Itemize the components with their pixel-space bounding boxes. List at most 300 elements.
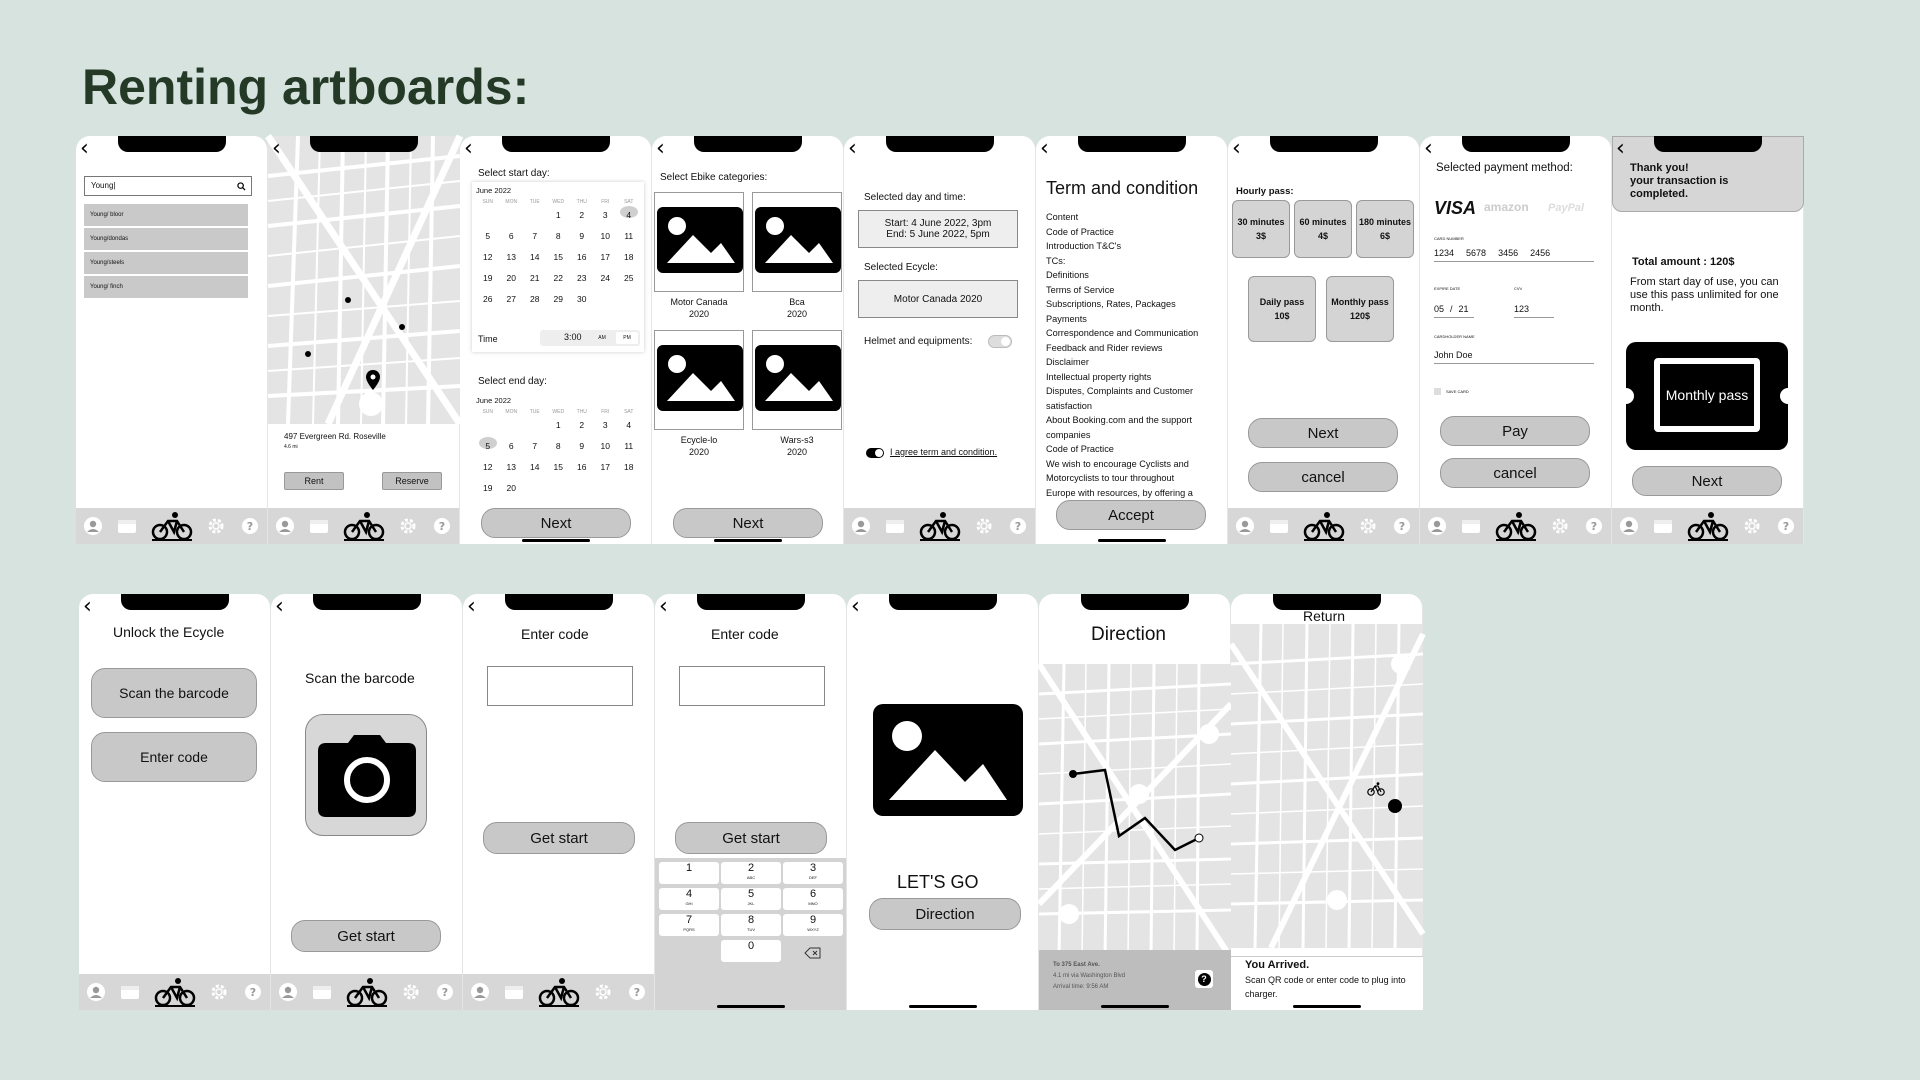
- wallet-icon[interactable]: [116, 515, 138, 537]
- page-title: Renting artboards:: [82, 59, 530, 115]
- bike-icon[interactable]: [1494, 510, 1538, 542]
- bike-icon[interactable]: [1686, 510, 1730, 542]
- tab-bar: [1228, 508, 1419, 544]
- svg-text:?: ?: [246, 520, 254, 533]
- calendar-day[interactable]: 5: [485, 231, 491, 241]
- wallet-icon[interactable]: [503, 981, 525, 1003]
- home-indicator: [717, 1005, 785, 1008]
- hourly-pass-card[interactable]: 60 minutes 4$: [1294, 200, 1352, 258]
- terms-line: Disclaimer: [1046, 357, 1089, 367]
- direction-title: Direction: [1091, 624, 1166, 645]
- pm-toggle[interactable]: PM: [616, 332, 638, 344]
- calendar-day[interactable]: 24: [600, 273, 610, 283]
- terms-line: Introduction T&C's: [1046, 241, 1122, 251]
- svg-text:?: ?: [1398, 520, 1406, 533]
- tab-bar: [271, 974, 462, 1010]
- help-icon[interactable]: ?: [1195, 970, 1213, 988]
- pay-button[interactable]: Pay: [1440, 416, 1590, 446]
- image-placeholder-icon: [755, 207, 841, 273]
- ecycle-category-name: Motor Canada 2020: [670, 297, 728, 319]
- get-start-button[interactable]: Get start: [483, 822, 635, 854]
- calendar-day[interactable]: 6: [508, 231, 514, 241]
- keypad-key[interactable]: 6 MNO: [783, 888, 843, 910]
- accept-button[interactable]: Accept: [1056, 500, 1206, 530]
- wallet-icon[interactable]: [1268, 515, 1290, 537]
- bike-icon[interactable]: [153, 976, 197, 1008]
- search-result-item[interactable]: Young/steels: [84, 252, 248, 274]
- ecycle-category-card[interactable]: [752, 192, 842, 292]
- calendar-day[interactable]: 7: [532, 231, 538, 241]
- cancel-button[interactable]: cancel: [1248, 462, 1398, 492]
- calendar-day[interactable]: 13: [506, 462, 516, 472]
- start-day-label: Select start day:: [478, 168, 550, 179]
- artboard-keypad: [655, 594, 847, 1010]
- gear-icon[interactable]: [1357, 515, 1379, 537]
- tab-bar: [463, 974, 654, 1010]
- card-number-field[interactable]: 1234 5678 3456 2456: [1434, 248, 1594, 262]
- calendar-day[interactable]: 4: [620, 206, 638, 218]
- calendar-day: [500, 419, 524, 431]
- calendar-day[interactable]: 20: [506, 483, 516, 493]
- calendar-day[interactable]: 6: [508, 441, 514, 451]
- help-icon[interactable]: [431, 515, 453, 537]
- wallet-icon[interactable]: [311, 981, 333, 1003]
- bike-icon[interactable]: [150, 510, 194, 542]
- wallet-icon[interactable]: [308, 515, 330, 537]
- calendar-day[interactable]: 12: [483, 252, 493, 262]
- weekday-label: MON: [505, 409, 518, 415]
- route-info-panel: [1039, 950, 1231, 1010]
- terms-title: Term and condition: [1046, 178, 1199, 198]
- back-chevron-icon[interactable]: ‹: [659, 594, 668, 619]
- svg-text:?: ?: [633, 986, 641, 999]
- artboard-passes: [1228, 136, 1420, 544]
- user-icon[interactable]: [850, 515, 872, 537]
- paypal-logo[interactable]: PayPal: [1548, 202, 1585, 214]
- calendar-day[interactable]: 17: [600, 252, 610, 262]
- phone-notch: [697, 594, 805, 610]
- calendar-day[interactable]: 16: [577, 252, 587, 262]
- artboard-map: [268, 136, 460, 544]
- tab-bar: [268, 508, 459, 544]
- artboard-calendar: [460, 136, 652, 544]
- artboard-categories: [652, 136, 844, 544]
- artboard-confirmation: [1612, 136, 1804, 544]
- search-result-item[interactable]: Young/dondas: [84, 228, 248, 250]
- calendar-day[interactable]: 18: [624, 462, 634, 472]
- get-start-button[interactable]: Get start: [675, 822, 827, 854]
- artboard-return: [1231, 594, 1423, 1010]
- bike-icon[interactable]: [918, 510, 962, 542]
- back-chevron-icon[interactable]: ‹: [80, 136, 89, 161]
- weekday-label: MON: [505, 199, 518, 205]
- help-icon[interactable]: [1007, 515, 1029, 537]
- search-result-item[interactable]: Young/ finch: [84, 276, 248, 298]
- phone-notch: [1654, 136, 1762, 152]
- month-label: June 2022: [476, 396, 512, 405]
- calendar-day[interactable]: 7: [532, 441, 538, 451]
- terms-content: [1046, 210, 1222, 498]
- image-placeholder-icon: [657, 345, 743, 411]
- search-icon[interactable]: [237, 182, 246, 191]
- phone-notch: [889, 594, 997, 610]
- help-icon[interactable]: [1583, 515, 1605, 537]
- help-icon[interactable]: [242, 981, 264, 1003]
- weekday-header: [476, 409, 640, 415]
- calendar-day: [523, 419, 547, 431]
- tab-bar: [1612, 508, 1803, 544]
- return-map[interactable]: [1231, 624, 1423, 948]
- ecycle-category-card[interactable]: [752, 330, 842, 430]
- artboard-payment: [1420, 136, 1612, 544]
- next-button[interactable]: Next: [1632, 466, 1782, 496]
- gear-icon[interactable]: [208, 981, 230, 1003]
- calendar-day[interactable]: 2: [579, 210, 585, 220]
- image-placeholder-icon: [755, 345, 841, 411]
- back-chevron-icon[interactable]: ‹: [275, 594, 284, 619]
- save-card-checkbox[interactable]: [1434, 388, 1441, 395]
- phone-notch: [1081, 594, 1189, 610]
- back-chevron-icon[interactable]: ‹: [656, 136, 665, 161]
- terms-line: About Booking.com and the support companies: [1046, 415, 1193, 440]
- rent-button[interactable]: Rent: [284, 472, 344, 490]
- terms-line: Disputes, Complaints and Customer satisfaction: [1046, 386, 1194, 411]
- artboard-row-1: [76, 136, 1804, 544]
- gear-icon[interactable]: [400, 981, 422, 1003]
- calendar-day[interactable]: 1: [555, 420, 561, 430]
- artboard-direction: [1039, 594, 1231, 1010]
- calendar-day[interactable]: 25: [624, 273, 634, 283]
- user-icon[interactable]: [82, 515, 104, 537]
- terms-line: Code of Practice: [1046, 444, 1114, 454]
- map-streets: [1231, 624, 1423, 948]
- svg-text:?: ?: [1590, 520, 1598, 533]
- cancel-button[interactable]: cancel: [1440, 458, 1590, 488]
- next-button[interactable]: Next: [673, 508, 823, 538]
- help-icon[interactable]: [1391, 515, 1413, 537]
- scan-title: Scan the barcode: [305, 670, 415, 686]
- end-day-label: Select end day:: [478, 376, 547, 387]
- calendar-day[interactable]: 8: [555, 441, 561, 451]
- bike-icon[interactable]: [342, 510, 386, 542]
- terms-line: We wish to encourage Cyclists and Motorcyclists to tour throughout: [1046, 458, 1189, 483]
- back-chevron-icon[interactable]: ‹: [1040, 136, 1049, 161]
- calendar-day[interactable]: 8: [555, 231, 561, 241]
- phone-notch: [694, 136, 802, 152]
- cardholder-field[interactable]: John Doe: [1434, 350, 1594, 364]
- tab-bar: [844, 508, 1035, 544]
- calendar-day[interactable]: 14: [530, 252, 540, 262]
- back-chevron-icon[interactable]: ‹: [464, 136, 473, 161]
- calendar-day[interactable]: 2: [579, 420, 585, 430]
- tab-bar: [76, 508, 267, 544]
- user-icon[interactable]: [1618, 515, 1640, 537]
- phone-notch: [1462, 136, 1570, 152]
- terms-line: Europe with resources, by offering a: [1046, 487, 1193, 498]
- calendar-day[interactable]: 5: [479, 437, 497, 449]
- calendar-day[interactable]: 21: [530, 273, 540, 283]
- calendar-day[interactable]: 14: [530, 462, 540, 472]
- camera-icon: [318, 735, 416, 817]
- selected-ecycle-box: Motor Canada 2020: [858, 280, 1018, 318]
- hourly-pass-card[interactable]: 30 minutes 3$: [1232, 200, 1290, 258]
- hourly-pass-card[interactable]: 180 minutes 6$: [1356, 200, 1414, 258]
- phone-notch: [505, 594, 613, 610]
- phone-notch: [313, 594, 421, 610]
- bike-icon[interactable]: [1302, 510, 1346, 542]
- daily-pass-card[interactable]: Daily pass 10$: [1248, 276, 1316, 342]
- total-amount: Total amount : 120$: [1632, 256, 1735, 268]
- calendar-day[interactable]: 30: [577, 294, 587, 304]
- time-label: Time: [478, 334, 498, 344]
- help-icon[interactable]: [434, 981, 456, 1003]
- user-icon[interactable]: [1234, 515, 1256, 537]
- svg-text:?: ?: [438, 520, 446, 533]
- calendar-day[interactable]: 3: [602, 420, 608, 430]
- next-button[interactable]: Next: [481, 508, 631, 538]
- calendar-day: [476, 209, 500, 221]
- svg-text:?: ?: [249, 986, 257, 999]
- route-destination: To 375 East Ave.: [1053, 962, 1100, 968]
- keypad-key[interactable]: 8 TUV: [721, 914, 781, 936]
- time-picker[interactable]: 3:00 AM PM: [540, 330, 640, 346]
- monthly-pass-label: Monthly pass: [1654, 358, 1760, 432]
- keypad-key[interactable]: 3 DEF: [783, 862, 843, 884]
- home-indicator: [714, 539, 782, 542]
- keypad-key[interactable]: 5 JKL: [721, 888, 781, 910]
- next-button[interactable]: Next: [1248, 418, 1398, 448]
- home-indicator: [1101, 1005, 1169, 1008]
- artboard-unlock: [79, 594, 271, 1010]
- gear-icon[interactable]: [592, 981, 614, 1003]
- calendar-day[interactable]: 13: [506, 252, 516, 262]
- artboard-terms: [1036, 136, 1228, 544]
- bike-location-icon[interactable]: [1367, 782, 1385, 796]
- enter-code-button[interactable]: Enter code: [91, 732, 257, 782]
- artboard-row-2: [79, 594, 1423, 1010]
- calendar-day[interactable]: 23: [577, 273, 587, 283]
- calendar-day: [523, 209, 547, 221]
- artboard-lets-go: [847, 594, 1039, 1010]
- visa-logo[interactable]: VISA: [1434, 198, 1477, 218]
- keypad-key[interactable]: 9 WXYZ: [783, 914, 843, 936]
- gear-icon[interactable]: [1549, 515, 1571, 537]
- weekday-label: SAT: [624, 199, 634, 205]
- weekday-label: WED: [552, 409, 565, 415]
- day-grid[interactable]: [476, 209, 640, 305]
- back-chevron-icon[interactable]: ‹: [272, 136, 281, 161]
- phone-notch: [310, 136, 418, 152]
- arrived-title: You Arrived.: [1245, 959, 1310, 971]
- terms-line: Code of Practice: [1046, 226, 1114, 237]
- day-time-label: Selected day and time:: [864, 192, 966, 203]
- back-chevron-icon[interactable]: ‹: [1424, 136, 1433, 161]
- svg-text:?: ?: [1782, 520, 1790, 533]
- artboard-enter-code: [463, 594, 655, 1010]
- back-chevron-icon[interactable]: ‹: [851, 594, 860, 619]
- terms-line: Terms of Service: [1046, 284, 1115, 295]
- calendar-day[interactable]: 28: [530, 294, 540, 304]
- location-pin-icon[interactable]: [366, 370, 380, 390]
- home-indicator: [1293, 1005, 1361, 1008]
- payment-method-label: Selected payment method:: [1436, 162, 1573, 174]
- home-indicator: [909, 1005, 977, 1008]
- calendar-day[interactable]: 16: [577, 462, 587, 472]
- ecycle-label: Selected Ecycle:: [864, 262, 938, 273]
- calendar-day[interactable]: 27: [506, 294, 516, 304]
- wallet-icon[interactable]: [1652, 515, 1674, 537]
- tab-bar: [79, 974, 270, 1010]
- gear-icon[interactable]: [973, 515, 995, 537]
- terms-line: Subscriptions, Rates, Packages: [1046, 299, 1176, 309]
- home-indicator: [1098, 539, 1166, 542]
- wallet-icon[interactable]: [884, 515, 906, 537]
- calendar-day[interactable]: 26: [483, 294, 493, 304]
- card-number-label: CARD NUMBER: [1434, 236, 1464, 241]
- scan-barcode-button[interactable]: Scan the barcode: [91, 668, 257, 718]
- help-icon[interactable]: [1775, 515, 1797, 537]
- calendar-day[interactable]: 11: [624, 441, 634, 451]
- keypad-key[interactable]: 2 ABC: [721, 862, 781, 884]
- svg-text:?: ?: [441, 986, 449, 999]
- calendar-day[interactable]: 1: [555, 210, 561, 220]
- home-indicator: [522, 539, 590, 542]
- user-icon[interactable]: [85, 981, 107, 1003]
- route-map[interactable]: [1039, 664, 1231, 958]
- camera-button[interactable]: [305, 714, 427, 836]
- gear-icon[interactable]: [1741, 515, 1763, 537]
- search-result-item[interactable]: Young/ bloor: [84, 204, 248, 226]
- cvv-field[interactable]: 123: [1514, 304, 1554, 318]
- distance-text: 4.6 mi: [284, 444, 298, 450]
- day-grid[interactable]: [476, 419, 640, 494]
- wallet-icon[interactable]: [119, 981, 141, 1003]
- keypad-key[interactable]: 4 GHI: [659, 888, 719, 910]
- back-chevron-icon[interactable]: ‹: [1232, 136, 1241, 161]
- reserve-button[interactable]: Reserve: [382, 472, 442, 490]
- calendar-day[interactable]: 18: [624, 252, 634, 262]
- phone-notch: [502, 136, 610, 152]
- save-card-label: SAVE CARD: [1446, 389, 1469, 394]
- gear-icon[interactable]: [397, 515, 419, 537]
- tab-bar: [1420, 508, 1611, 544]
- monthly-pass-card[interactable]: Monthly pass 120$: [1326, 276, 1394, 342]
- help-icon[interactable]: [626, 981, 648, 1003]
- user-icon[interactable]: [469, 981, 491, 1003]
- backspace-icon[interactable]: [805, 948, 821, 958]
- gear-icon[interactable]: [205, 515, 227, 537]
- monthly-pass-ticket[interactable]: [1626, 342, 1788, 450]
- cardholder-label: CARDHOLDER NAME: [1434, 334, 1475, 339]
- calendar-day[interactable]: 9: [579, 231, 585, 241]
- calendar-day[interactable]: 10: [600, 231, 610, 241]
- ecycle-category-name: Bca 2020: [786, 297, 808, 319]
- code-input[interactable]: [679, 666, 825, 706]
- amazon-logo[interactable]: amazon: [1484, 200, 1529, 214]
- user-icon[interactable]: [277, 981, 299, 1003]
- map[interactable]: [268, 136, 460, 424]
- ecycle-category-card[interactable]: [654, 330, 744, 430]
- back-chevron-icon[interactable]: ‹: [83, 594, 92, 619]
- weekday-label: SUN: [482, 199, 494, 205]
- calendar-day[interactable]: 29: [553, 294, 563, 304]
- search-input[interactable]: Young|: [84, 176, 252, 196]
- start-calendar[interactable]: [472, 182, 644, 352]
- agree-toggle[interactable]: [866, 448, 884, 458]
- agree-terms-link[interactable]: I agree term and condition.: [890, 447, 998, 457]
- map-streets: [268, 136, 460, 424]
- calendar-day[interactable]: 12: [483, 462, 493, 472]
- keypad-key[interactable]: 1: [659, 862, 719, 884]
- back-chevron-icon[interactable]: ‹: [1616, 136, 1625, 161]
- unlock-title: Unlock the Ecycle: [113, 624, 225, 640]
- calendar-day[interactable]: 22: [553, 273, 563, 283]
- phone-notch: [1078, 136, 1186, 152]
- thanks-text: Thank you! your transaction is completed.: [1630, 162, 1729, 200]
- weekday-label: SAT: [624, 409, 634, 415]
- calendar-day[interactable]: 17: [600, 462, 610, 472]
- calendar-day[interactable]: 9: [579, 441, 585, 451]
- ecycle-category-name: Ecycle-lo 2020: [680, 435, 718, 457]
- artboard-scan: [271, 594, 463, 1010]
- calendar-day[interactable]: 11: [624, 231, 634, 241]
- phone-notch: [886, 136, 994, 152]
- ecycle-category-card[interactable]: [654, 192, 744, 292]
- weekday-label: THU: [576, 199, 587, 205]
- helmet-toggle[interactable]: [988, 335, 1012, 348]
- get-start-button[interactable]: Get start: [291, 920, 441, 952]
- search-results: [84, 204, 248, 300]
- wallet-icon[interactable]: [1460, 515, 1482, 537]
- enter-code-title: Enter code: [521, 626, 589, 642]
- back-chevron-icon[interactable]: ‹: [467, 594, 476, 619]
- enter-code-title: Enter code: [711, 626, 779, 642]
- calendar-day[interactable]: 4: [626, 420, 632, 430]
- end-calendar[interactable]: [472, 392, 644, 496]
- selected-dates-box: Start: 4 June 2022, 3pm End: 5 June 2022, 5pm: [858, 210, 1018, 248]
- keypad-key[interactable]: 0: [721, 940, 781, 962]
- user-icon[interactable]: [274, 515, 296, 537]
- direction-button[interactable]: Direction: [869, 898, 1021, 930]
- code-input[interactable]: [487, 666, 633, 706]
- terms-line: Intellectual property rights: [1046, 371, 1152, 382]
- terms-line: Definitions: [1046, 270, 1089, 280]
- calendar-day[interactable]: 10: [600, 441, 610, 451]
- keypad-key[interactable]: 7 PQRS: [659, 914, 719, 936]
- calendar-day[interactable]: 15: [553, 252, 563, 262]
- calendar-day[interactable]: 19: [483, 273, 493, 283]
- bike-icon[interactable]: [345, 976, 389, 1008]
- terms-line: Payments: [1046, 313, 1087, 324]
- back-chevron-icon[interactable]: ‹: [848, 136, 857, 161]
- weekday-label: WED: [552, 199, 565, 205]
- calendar-day[interactable]: 3: [602, 210, 608, 220]
- weekday-label: FRI: [601, 409, 610, 415]
- user-icon[interactable]: [1426, 515, 1448, 537]
- calendar-day[interactable]: 19: [483, 483, 493, 493]
- expire-field[interactable]: 05 / 21: [1434, 304, 1474, 318]
- return-title: Return: [1303, 608, 1346, 624]
- am-toggle[interactable]: AM: [598, 335, 606, 341]
- terms-line: Correspondence and Communication: [1046, 328, 1199, 338]
- help-icon[interactable]: [239, 515, 261, 537]
- calendar-day[interactable]: 20: [506, 273, 516, 283]
- calendar-day[interactable]: 15: [553, 462, 563, 472]
- phone-notch: [1270, 136, 1378, 152]
- weekday-label: TUE: [529, 409, 540, 415]
- artboard-summary: [844, 136, 1036, 544]
- bike-icon[interactable]: [537, 976, 581, 1008]
